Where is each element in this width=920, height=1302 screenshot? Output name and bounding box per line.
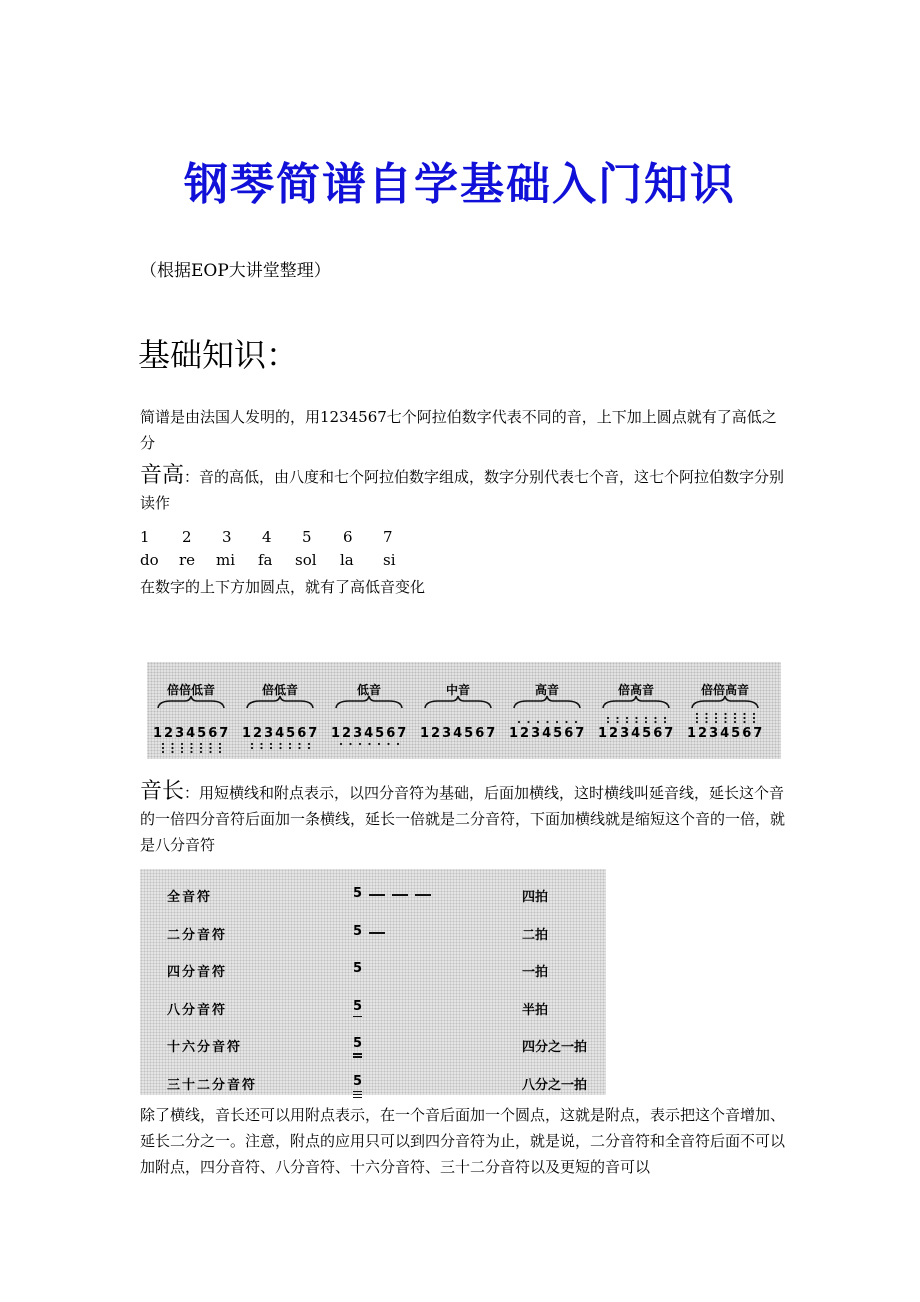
number-7: 7	[383, 528, 393, 546]
extension-dash	[392, 894, 408, 896]
pitch-group-digits: 1234567	[687, 726, 765, 741]
brace-icon	[424, 694, 492, 712]
intro-paragraph: 简谱是由法国人发明的，用1234567七个阿拉伯数字代表不同的音，上下加上圆点就有了高低之分	[140, 408, 777, 452]
duration-term: 音长	[140, 779, 185, 804]
note-name: 四分音符	[167, 965, 228, 980]
pitch-group-digits: 1234567	[331, 726, 409, 741]
underline-bar	[353, 1053, 362, 1055]
pitch-group	[420, 662, 496, 759]
note-symbol: 5	[353, 961, 363, 976]
duration-paragraph	[140, 779, 785, 858]
dots-above-icon	[515, 710, 581, 724]
pitch-group	[687, 662, 763, 759]
pitch-group-digits: 1234567	[242, 726, 320, 741]
subtitle: （根据EOP大讲堂整理）	[140, 261, 331, 281]
pitch-group-label: 中音	[445, 683, 470, 697]
brace-icon	[246, 694, 314, 712]
number-4: 4	[262, 528, 272, 546]
page-title: 钢琴简谱自学基础入门知识	[184, 159, 736, 210]
duration-row	[140, 990, 606, 1027]
extension-dash	[369, 894, 385, 896]
syllable-si: si	[383, 551, 396, 569]
beat-value: 一拍	[522, 965, 549, 980]
pitch-text: ：音的高低，由八度和七个阿拉伯数字组成，数字分别代表七个音，这七个阿拉伯数字分别读作	[140, 468, 785, 512]
beat-value: 二拍	[522, 927, 549, 943]
pitch-group-label: 倍低音	[261, 683, 298, 697]
beat-value: 八分之一拍	[522, 1077, 588, 1093]
number-1: 1	[140, 528, 150, 546]
pitch-group-label: 高音	[534, 683, 559, 697]
pitch-group	[242, 662, 318, 759]
number-5: 5	[302, 528, 312, 546]
pitch-note: 在数字的上下方加圆点，就有了高低音变化	[140, 578, 426, 596]
dots-below-icon	[337, 742, 403, 756]
pitch-group-label: 倍高音	[617, 683, 654, 697]
number-2: 2	[182, 528, 192, 546]
dots-below-icon	[159, 742, 225, 756]
beat-value: 半拍	[522, 1002, 549, 1018]
beat-value: 四分之一拍	[522, 1040, 588, 1055]
note-name: 八分音符	[167, 1002, 228, 1018]
pitch-group-label: 倍倍低音	[166, 683, 215, 697]
syllable-sol: sol	[295, 551, 317, 569]
syllable-fa: fa	[258, 551, 273, 569]
duration-row	[140, 1027, 606, 1064]
underline-bar	[353, 1091, 362, 1093]
extension-dash	[415, 894, 431, 896]
syllable-mi: mi	[216, 551, 236, 569]
extension-dash	[369, 932, 385, 934]
pitch-group-digits: 1234567	[598, 726, 676, 741]
syllable-do: do	[140, 551, 159, 569]
brace-icon	[157, 694, 225, 712]
pitch-group	[331, 662, 407, 759]
syllable-re: re	[179, 551, 196, 569]
note-symbol: 5	[353, 998, 363, 1014]
dots-below-icon	[248, 742, 314, 756]
pitch-group-label: 倍倍高音	[700, 683, 749, 697]
duration-row	[140, 952, 606, 989]
pitch-group	[509, 662, 585, 759]
note-duration-figure	[140, 869, 606, 1095]
note-symbol: 5	[353, 1073, 363, 1089]
syllable-la: la	[340, 551, 354, 569]
note-name: 全音符	[167, 890, 213, 905]
pitch-group	[598, 662, 674, 759]
note-symbol: 5	[353, 1036, 363, 1051]
note-name: 二分音符	[167, 927, 228, 943]
beat-value: 四拍	[522, 890, 549, 905]
dots-above-icon	[604, 710, 670, 724]
number-6: 6	[343, 528, 353, 546]
note-name: 三十二分音符	[167, 1077, 258, 1093]
dot-paragraph: 除了横线，音长还可以用附点表示，在一个音后面加一个圆点，这就是附点，表示把这个音增加、延长二分之一。注意，附点的应用只可以到四分音符为止，就是说，二分音符和全音符后面不可以加附点，四分音符、八分音符、十六分音符、三十二分音符以及更短的音可以	[140, 1106, 786, 1176]
pitch-group-digits: 1234567	[420, 726, 498, 741]
number-3: 3	[222, 528, 232, 546]
duration-row	[140, 1065, 606, 1102]
duration-text: ：用短横线和附点表示，以四分音符为基础，后面加横线，这时横线叫延音线，延长这个音的一倍四分音符后面加一条横线，延长一倍就是二分音符，下面加横线就是缩短这个音的一倍，就是八分音符	[140, 784, 786, 854]
duration-row	[140, 877, 606, 914]
note-symbol: 5	[353, 886, 363, 901]
pitch-group	[153, 662, 229, 759]
note-symbol: 5	[353, 923, 363, 939]
note-name: 十六分音符	[167, 1040, 243, 1055]
underline-bar	[353, 1056, 362, 1058]
dots-above-icon	[693, 710, 759, 724]
pitch-term: 音高	[140, 463, 185, 488]
pitch-group-digits: 1234567	[509, 726, 587, 741]
section-heading-basic: 基础知识：	[138, 336, 299, 374]
pitch-group-label: 低音	[356, 683, 381, 697]
pitch-range-figure	[147, 662, 781, 759]
underline-bar	[353, 1097, 362, 1099]
brace-icon	[335, 694, 403, 712]
underline-bar	[353, 1016, 362, 1018]
pitch-paragraph	[140, 463, 785, 516]
duration-row	[140, 915, 606, 952]
pitch-group-digits: 1234567	[153, 726, 231, 741]
underline-bar	[353, 1094, 362, 1096]
